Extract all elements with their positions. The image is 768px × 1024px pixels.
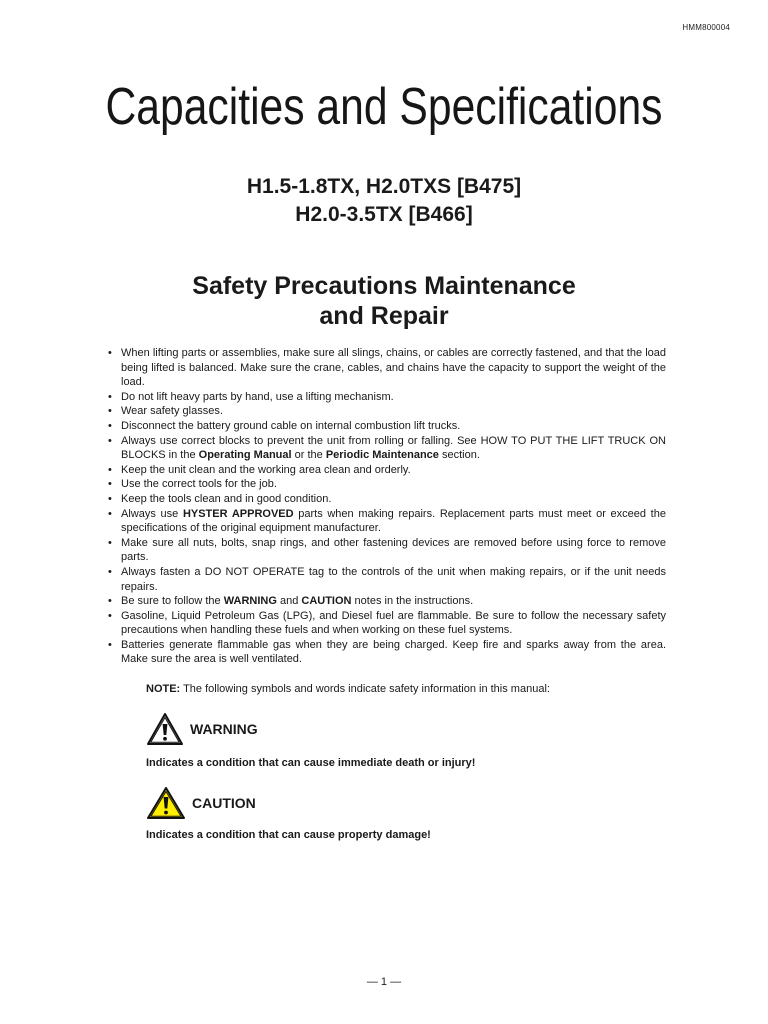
warning-emphasis: WARNING — [223, 595, 277, 608]
document-id: HMM800004 — [682, 23, 730, 32]
list-item-text: parts when making repairs. Replacement parts must meet or exceed the specifications of the original equipment manufacturer. — [121, 507, 666, 535]
list-item: • Use the correct tools for the job. — [108, 477, 666, 492]
warning-symbol-row — [146, 712, 258, 746]
list-item-text: notes in the instructions. — [351, 595, 474, 608]
hyster-approved-emphasis: HYSTER APPROVED — [182, 507, 294, 520]
list-item: • Make sure all nuts, bolts, snap rings, and other fastening devices are removed before using force to remove parts. — [108, 536, 666, 565]
model-line-2: H2.0-3.5TX [B466] — [295, 203, 473, 226]
note-text: The following symbols and words indicate safety information in this manual: — [180, 683, 550, 695]
list-item: • Keep the unit clean and the working area clean and orderly. — [108, 463, 666, 478]
list-item — [108, 434, 666, 463]
periodic-maintenance-ref: Periodic Maintenance — [325, 449, 439, 462]
model-line-1: H1.5-1.8TX, H2.0TXS [B475] — [246, 175, 522, 198]
section-title-line-2: and Repair — [319, 302, 449, 330]
list-item-text: Always use correct blocks to prevent the unit from rolling or falling. See HOW TO PUT THE LIFT TRUCK ON BLOCKS in the — [121, 434, 666, 462]
list-item: • Disconnect the battery ground cable on internal combustion lift trucks. — [108, 419, 666, 434]
safety-precautions-list — [108, 346, 666, 667]
list-item-text: and — [276, 595, 302, 608]
model-list — [0, 173, 768, 229]
operating-manual-ref: Operating Manual — [198, 449, 292, 462]
page-title: Capacities and Specifications — [105, 78, 663, 136]
list-item-text: Always use — [121, 507, 183, 520]
list-item — [108, 507, 666, 536]
caution-triangle-icon — [146, 786, 186, 820]
list-item — [108, 594, 666, 609]
list-item: • Wear safety glasses. — [108, 404, 666, 419]
list-item: • Do not lift heavy parts by hand, use a lifting mechanism. — [108, 390, 666, 405]
list-item-text: section. — [438, 449, 480, 462]
list-item: • Always fasten a DO NOT OPERATE tag to the controls of the unit when making repairs, or if the unit needs repairs. — [108, 565, 666, 594]
page-number: — 1 — — [366, 976, 402, 988]
warning-description: Indicates a condition that can cause immediate death or injury! — [146, 757, 476, 769]
list-item: • When lifting parts or assemblies, make sure all slings, chains, or cables are correctly fastened, and that the load being lifted is balanced. Make sure the crane, cables, and chains have the capacity to support the weight of the load. — [108, 346, 666, 390]
section-title — [0, 271, 768, 331]
list-item-text: or the — [291, 449, 326, 462]
list-item: • Gasoline, Liquid Petroleum Gas (LPG), and Diesel fuel are flammable. Be sure to follow the necessary safety precautions when handling these fuels and when working on these fuel systems. — [108, 609, 666, 638]
caution-description: Indicates a condition that can cause property damage! — [146, 829, 431, 841]
note-label: NOTE: — [146, 683, 181, 695]
list-item: • Batteries generate flammable gas when they are being charged. Keep fire and sparks away from the area. Make sure the area is well ventilated. — [108, 638, 666, 667]
caution-label: CAUTION — [192, 795, 256, 811]
section-title-line-1: Safety Precautions Maintenance — [192, 272, 576, 300]
list-item-text: Be sure to follow the — [121, 595, 224, 608]
caution-symbol-row — [146, 786, 256, 820]
caution-emphasis: CAUTION — [301, 595, 352, 608]
warning-label: WARNING — [190, 721, 258, 737]
list-item: • Keep the tools clean and in good condition. — [108, 492, 666, 507]
warning-triangle-icon — [146, 712, 184, 746]
safety-note — [146, 682, 666, 696]
